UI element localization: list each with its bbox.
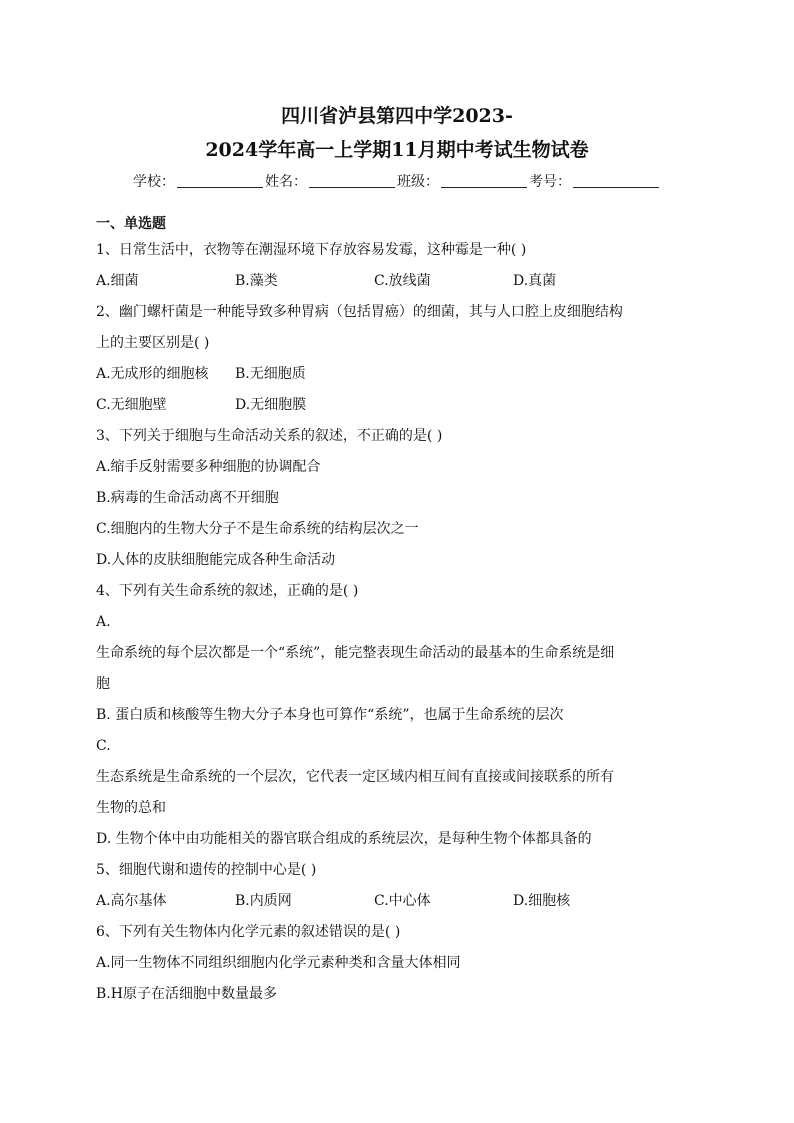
option-d: D.人体的皮肤细胞能完成各种生命活动 [96,552,336,568]
option-c-marker: C. [96,738,111,754]
exam-number-label: 考号： [529,174,571,190]
option-c-text-line-1: 生态系统是生命系统的一个层次，它代表一定区域内相互间有直接或间接联系的所有 [96,769,614,785]
question-1-stem: 1、日常生活中，衣物等在潮湿环境下存放容易发霉，这种霉是一种( ) [96,242,527,258]
option-b: B.无细胞质 [235,366,306,382]
option-b: B.H原子在活细胞中数量最多 [96,986,277,1002]
option-b: B.藻类 [235,273,278,289]
option-c: C.中心体 [374,893,431,909]
class-field [397,171,529,191]
exam-title-line-2: 2024学年高一上学期11月期中考试生物试卷 [205,139,589,161]
exam-number-blank [573,186,659,188]
school-label: 学校： [133,174,175,190]
exam-number-field [529,171,661,191]
name-field [265,171,397,191]
student-info-row [96,169,698,191]
question-5-stem: 5、细胞代谢和遗传的控制中心是( ) [96,862,317,878]
option-c-text-line-2: 生物的总和 [96,800,166,816]
option-d: D.无细胞膜 [235,397,307,413]
option-d: D.真菌 [513,273,557,289]
name-label: 姓名： [265,174,307,190]
question-2-options-row-2 [96,390,698,421]
option-a: A.细菌 [96,273,139,289]
class-label: 班级： [397,174,439,190]
question-2-options-row-1 [96,359,698,390]
school-field [133,171,265,191]
option-a: A.高尔基体 [96,893,167,909]
option-a-marker: A. [96,614,111,630]
school-blank [177,186,263,188]
option-b: B.内质网 [235,893,292,909]
option-c: C.细胞内的生物大分子不是生命系统的结构层次之一 [96,521,419,537]
option-a-text-line-2: 胞 [96,676,110,692]
question-2-stem-line-2: 上的主要区别是( ) [96,335,210,351]
option-a: A.无成形的细胞核 [96,366,209,382]
question-5-options [96,886,698,917]
option-b: B. 蛋白质和核酸等生物大分子本身也可算作“系统”，也属于生命系统的层次 [96,707,564,723]
option-a: A.同一生物体不同组织细胞内化学元素种类和含量大体相同 [96,955,461,971]
name-blank [309,186,395,188]
option-c: C.无细胞壁 [96,397,167,413]
exam-title-line-1: 四川省泸县第四中学2023- [281,105,513,127]
question-6-stem: 6、下列有关生物体内化学元素的叙述错误的是( ) [96,924,401,940]
option-c: C.放线菌 [374,273,431,289]
question-2-stem-line-1: 2、幽门螺杆菌是一种能导致多种胃病（包括胃癌）的细菌，其与人口腔上皮细胞结构 [96,304,623,320]
option-a-text-line-1: 生命系统的每个层次都是一个“系统”，能完整表现生命活动的最基本的生命系统是细 [96,645,615,661]
question-1-options [96,266,698,297]
option-a: A.缩手反射需要多种细胞的协调配合 [96,459,321,475]
option-b: B.病毒的生命活动离不开细胞 [96,490,279,506]
section-title: 一、单选题 [96,216,166,232]
option-d: D.细胞核 [513,893,571,909]
question-4-stem: 4、下列有关生命系统的叙述，正确的是( ) [96,583,359,599]
question-3-stem: 3、下列关于细胞与生命活动关系的叙述，不正确的是( ) [96,428,443,444]
class-blank [441,186,527,188]
option-d: D. 生物个体中由功能相关的器官联合组成的系统层次，是每种生物个体都具备的 [96,831,592,847]
